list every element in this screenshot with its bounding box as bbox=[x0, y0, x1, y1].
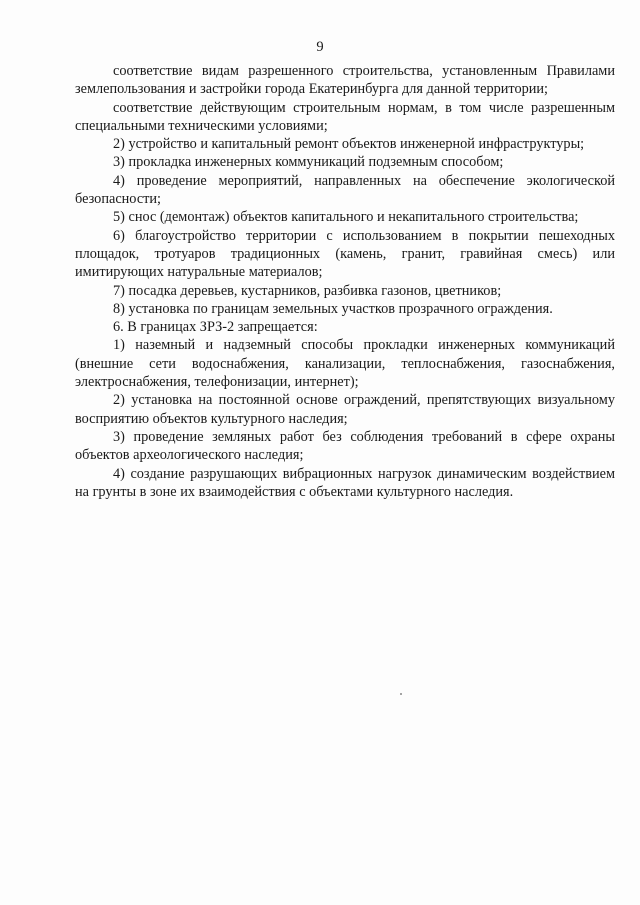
paragraph: 3) прокладка инженерных коммуникаций подземным способом; bbox=[113, 154, 504, 171]
paragraph: 7) посадка деревьев, кустарников, разбивка газонов, цветников; bbox=[113, 282, 502, 299]
paragraph: соответствие действующим строительным нормам, в том числе разрешенным специальными техническими условиями; bbox=[75, 99, 615, 134]
paragraph: 4) создание разрушающих вибрационных нагрузок динамическим воздействием на грунты в зоне их взаимодействия с объектами культурного наследия. bbox=[75, 465, 615, 500]
document-body bbox=[75, 62, 615, 501]
paragraph: 5) снос (демонтаж) объектов капитального и некапитального строительства; bbox=[113, 209, 579, 226]
paragraph: 2) устройство и капитальный ремонт объектов инженерной инфраструктуры; bbox=[113, 136, 585, 153]
paragraph: 3) проведение земляных работ без соблюдения требований в сфере охраны объектов археологического наследия; bbox=[75, 428, 615, 464]
scan-artifact bbox=[400, 693, 402, 695]
paragraph: 4) проведение мероприятий, направленных на обеспечение экологической безопасности; bbox=[75, 172, 615, 208]
paragraph: 6) благоустройство территории с использованием в покрытии пешеходных площадок, тротуаров традиционных (камень, гранит, гравийная смесь) или имитирующих натуральные материалов; bbox=[75, 227, 615, 281]
page-number: 9 bbox=[316, 39, 324, 55]
paragraph: соответствие видам разрешенного строительства, установленным Правилами землепользования и застройки города Екатеринбурга для данной территории; bbox=[75, 63, 615, 98]
paragraph: 1) наземный и надземный способы прокладки инженерных коммуникаций (внешние сети водоснабжения, канализации, теплоснабжения, газоснабжения, электроснабжения, телефонизации, интернет); bbox=[75, 337, 615, 391]
paragraph: 2) установка на постоянной основе ограждений, препятствующих визуальному восприятию объектов культурного наследия; bbox=[75, 392, 615, 427]
paragraph: 8) установка по границам земельных участков прозрачного ограждения. bbox=[113, 300, 553, 317]
section-heading: 6. В границах ЗРЗ-2 запрещается: bbox=[113, 319, 318, 336]
